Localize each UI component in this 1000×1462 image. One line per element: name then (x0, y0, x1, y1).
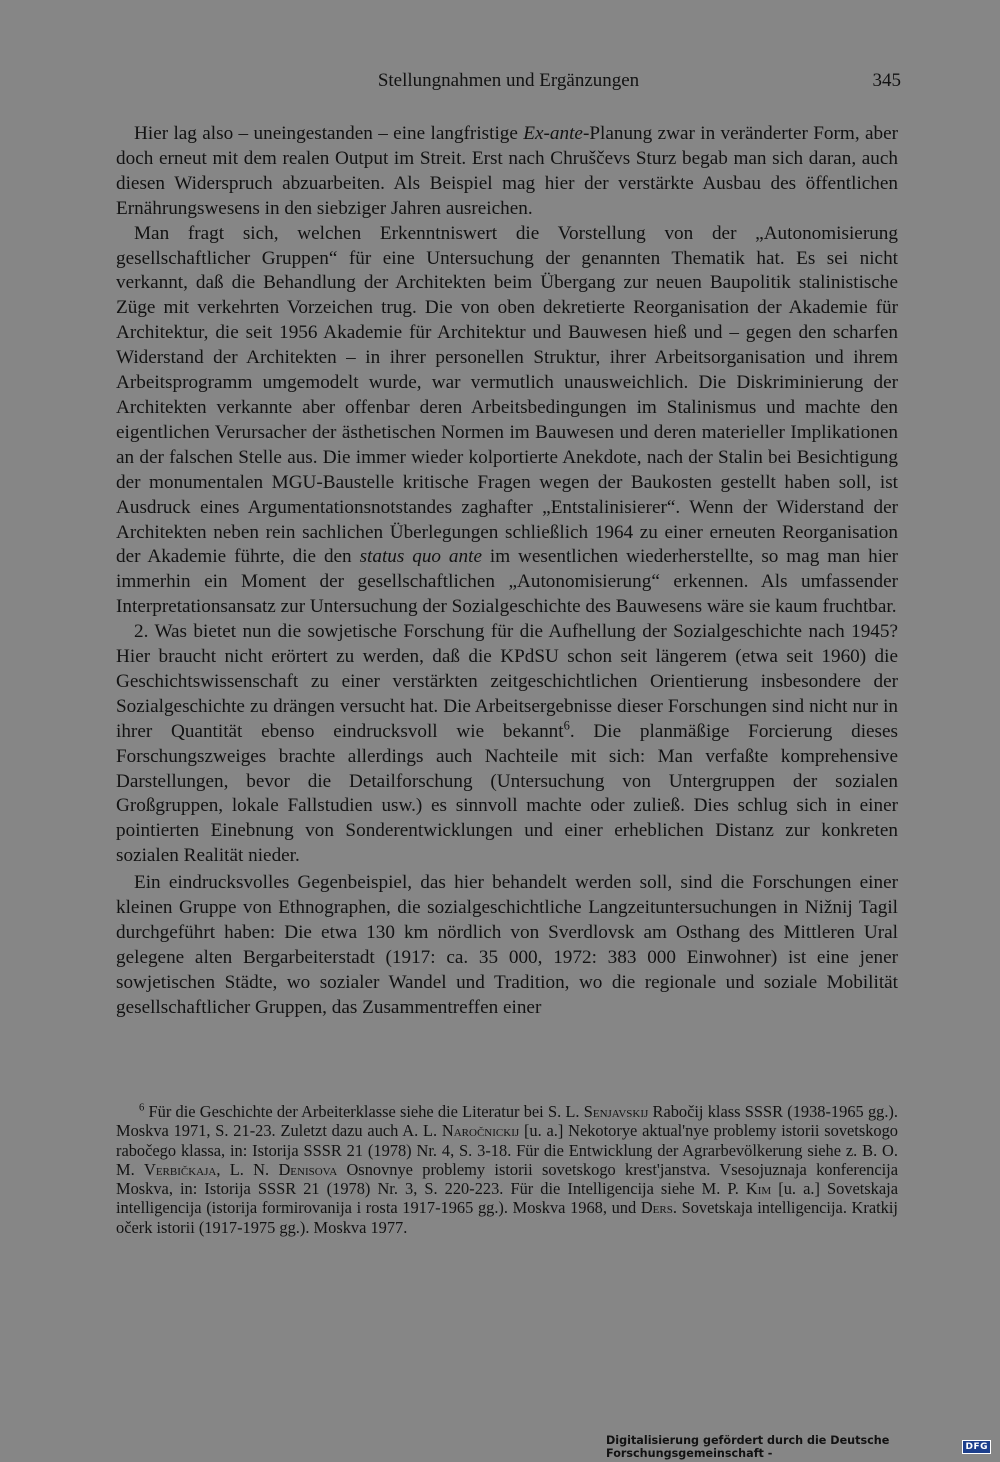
paragraph-3 (116, 620, 898, 869)
footnote-reference: 6 (563, 718, 570, 733)
footnote-text: , L. N. (216, 1159, 279, 1179)
author-name: Ders. (640, 1198, 677, 1218)
paragraph-3-text-a: 2. Was bietet nun die sowjetische Forschung für die Aufhellung der Sozialgeschichte nach 1945? Hier braucht nicht erörtert zu werden, daß die KPdSU schon seit längerem (etwa seit 1960) die Geschichtswissenschaft zu einer verstärkten zeitgeschichtlichen Orientierung insbesondere der Sozialgeschichte zu drängen versucht hat. Die Arbeitsergebnisse dieser Forschungen sind nicht nur in ihrer Quantität ebenso eindrucksvoll wie bekannt (116, 621, 898, 742)
author-name: Kim (745, 1179, 772, 1199)
footnote-marker: 6 (139, 1102, 145, 1114)
dfg-logo-icon: DFG (962, 1440, 991, 1454)
digitization-footer (606, 1434, 991, 1460)
paragraph-2-text-b: im wesentlichen wiederherstellte, so mag man hier immerhin ein Moment der gesellschaftlichen „Autonomisierung“ erkennen. Als umfassender Interpretationsansatz zur Untersuchung der Sozialgeschichte des Bauwesens wäre sie kaum fruchtbar. (116, 546, 898, 618)
paragraph-2-text-a: Man fragt sich, welchen Erkenntniswert die Vorstellung von der „Autonomisierung gesellschaftlicher Gruppen“ für eine Untersuchung der genannten Thematik hat. Es sei nicht verkannt, daß die Behandlung der Architekten beim Übergang zur neuen Baupolitik stalinistische Züge mit verkehrten Vorzeichen trug. Die von oben dekretierte Reorganisation der Akademie für Architektur, die seit 1956 Akademie für Architektur und Bauwesen hieß und – gegen den scharfen Widerstand der Architekten – in ihrer personellen Struktur, ihrer Arbeitsorganisation und ihrem Arbeitsprogramm umgemodelt wurde, war vermutlich unausweichlich. Die Diskriminierung der Architekten verkannte aber offenbar deren Arbeitsbedingungen im Stalinismus und machte den eigentlichen Verursacher der ästhetischen Normen im Bauwesen und deren materieller Implikationen an der falschen Stelle aus. Die immer wieder kolportierte Anekdote, nach der Stalin bei Besichtigung der monumentalen MGU-Baustelle kritische Fragen wegen der Baukosten gestellt haben soll, ist Ausdruck eines Argumentationsnotstandes zaghafter „Entstalinisierer“. Wenn der Widerstand der Architekten neben rein sachlichen Überlegungen schließlich 1964 zu einer erneuten Reorganisation der Akademie führte, die den (116, 222, 898, 568)
page-header (116, 70, 901, 96)
footnote-text: [u. a.] Nekotorye aktual'nye problemy istorii sovetskogo rabočego klassa, in: Istorija SSSR 21 (1978) Nr. 4, S. 3-18. Für die Entwicklung der Agrarbevölkerung siehe z. B. O. M. (116, 1121, 899, 1179)
paragraph-1-italic: Ex-ante (523, 123, 583, 144)
footnote-text: Für die Geschichte der Arbeiterklasse siehe die Literatur bei S. L. (144, 1102, 584, 1121)
footnotes (116, 1102, 898, 1237)
paragraph-1-text-b: -Planung zwar in veränderter Form, aber doch erneut mit dem realen Output im Streit. Erst nach Chruščevs Sturz begab man sich daran, auch diesen Widerspruch abzuarbeiten. Als Beispiel mag hier der verstärkte Ausbau des öffentlichen Ernährungswesens in den siebziger Jahren ausreichen. (116, 123, 898, 219)
funding-notice: Digitalisierung gefördert durch die Deutsche Forschungsgemeinschaft - (606, 1434, 890, 1460)
paragraph-1 (116, 122, 898, 222)
running-title: Stellungnahmen und Ergänzungen (377, 70, 640, 91)
paragraph-4: Ein eindrucksvolles Gegenbeispiel, das hier behandelt werden soll, sind die Forschungen einer kleinen Gruppe von Ethnographen, die sozialgeschichtliche Langzeituntersuchungen in Nižnij Tagil durchgeführt haben: Die etwa 130 km nördlich von Sverdlovsk am Osthang des Mittleren Ural gelegene alten Bergarbeiterstadt (1917: ca. 35 000, 1972: 383 000 Einwohner) ist eine jener sowjetischen Städte, wo sozialer Wandel und Tradition, wo die regionale und soziale Mobilität gesellschaftlicher Gruppen, das Zusammentreffen einer (116, 872, 898, 1018)
body-text (116, 122, 898, 1021)
page-number: 345 (872, 70, 901, 91)
author-name: Verbičkaja (144, 1159, 217, 1179)
paragraph-1-text-a: Hier lag also – uneingestanden – eine langfristige (134, 123, 524, 144)
footnote-text: Osnovnye problemy istorii sovetskogo krest'janstva. Vsesojuznaja konferencija Moskva, in: Istorija SSSR 21 (1978) Nr. 3, S. 220-223. Für die Intelligencija siehe M. P. (116, 1159, 899, 1199)
footnote-6 (116, 1102, 898, 1237)
paragraph-2 (116, 222, 898, 621)
paragraph-3-text-b: . Die planmäßige Forcierung dieses Forschungszweiges brachte allerdings auch Nachteile mit sich: Man verfaßte komprehensive Darstellungen, bevor die Detailforschung (Untersuchung von Untergruppen der sozialen Großgruppen, lokale Fallstudien usw.) es sinnvoll machte oder zuließ. Dies schlug sich in einer pointierten Einebnung von Sonderentwicklungen und einer erheblichen Distanz zur konkreten sozialen Realität nieder. (116, 720, 898, 867)
author-name: Denisova (278, 1159, 338, 1179)
footnote-text: [u. a.] Sovetskaja intelligencija (istorija formirovanija i rosta 1917-1965 gg.). Moskva 1968, und (116, 1179, 898, 1218)
paragraph-2-italic: status quo ante (359, 546, 482, 568)
author-name: Naročnickij (441, 1121, 520, 1141)
footnote-text: Rabočij klass SSSR (1938-1965 gg.). Moskva 1971, S. 21-23. Zuletzt dazu auch A. L. (116, 1102, 898, 1141)
author-name: Senjavskij (583, 1102, 649, 1121)
footnote-text: Sovetskaja intelligencija. Kratkij očerk istorii (1917-1975 gg.). Moskva 1977. (116, 1198, 898, 1237)
